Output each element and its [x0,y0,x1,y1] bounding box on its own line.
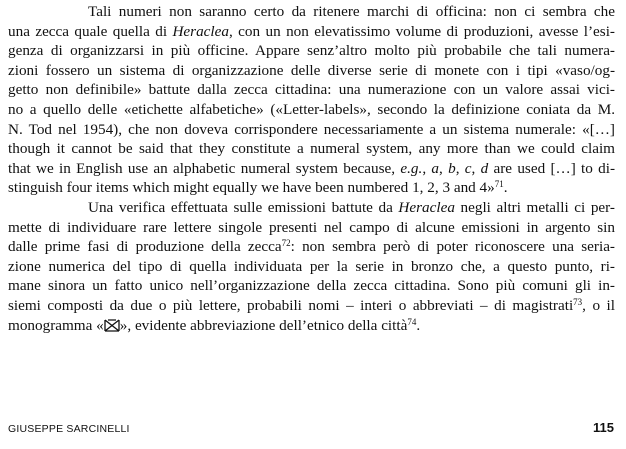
paragraph-1 [8,2,615,198]
text-line: Tali numeri non saranno certo da ritenere marchi di officina: non ci sembra che [88,3,615,20]
text-line: no a quello delle «etichette alfabetiche» («Letter-labels», secondo la definizione coniata da M. [8,100,615,118]
footnote-ref-71[interactable]: 71 [494,179,504,190]
text-line: N. Tod nel 1954), che non doveva corrispondere necessariamente a un sistema numerale: «[…] [8,120,615,138]
text-line: mette di individuare rare lettere singole presenti nel campo di alcune emissioni in argento sin [8,218,615,236]
paragraph-2 [8,198,615,335]
text-line: zioni fossero un sistema di organizzazione delle diverse serie di monete con i tipi «vaso/og- [8,61,615,79]
text-line: stinguish four items which might equally we have been numbered 1, 2, 3 and 4»$^{71}$. [8,179,508,197]
text-line: that we in English use an alphabetic numeral system because, e.g., a, b, c, d are used […] to di- [8,159,616,177]
page-footer [8,420,614,438]
italic-term: Heraclea [172,22,229,40]
text-line: getto non definibile» battute dalla zecca cittadina: una numerazione con un valore assai vici- [8,81,615,99]
text-line: genza di organizzarsi in più officine. Appare senz’altro molto più probabile che tali numera- [8,42,615,60]
footnote-ref-72[interactable]: 72 [281,238,291,249]
page-body [8,0,615,335]
footnote-ref-74[interactable]: 74 [407,316,417,327]
text-line: dalle prime fasi di produzione della zecca$^{72}$: non sembra però di poter riconoscere una seria- [8,238,615,256]
text-line: mane sinora un fatto unico nell’organizzazione della zecca cittadina. Sono più comuni gli in- [8,277,615,295]
text-line: zione numerica del tipo di quella individuata per la serie in bronzo che, a questo punto, ri- [8,257,615,275]
text-line: siemi composti da due o più lettere, probabili nomi – interi o abbreviati – di magistrati$^{73}$, o il [8,296,615,314]
footnote-ref-73[interactable]: 73 [573,296,583,307]
text-line: una zecca quale quella di Heraclea, con un non elevatissimo volume di produzioni, avesse l’esi- [8,22,615,40]
monogram-glyph-icon [104,318,120,331]
page-number: 115 [593,420,614,435]
text-line: monogramma « », evidente abbreviazione dell’etnico della città$^{74}$. [8,316,421,334]
text-line: though it cannot be said that they constitute a numeral system, any more than we could claim [8,140,615,158]
author-name: GIUSEPPE SARCINELLI [8,423,130,435]
text-line: Una verifica effettuata sulle emissioni battute da Heraclea negli altri metalli ci per- [88,198,615,216]
italic-term: Heraclea [398,198,455,216]
